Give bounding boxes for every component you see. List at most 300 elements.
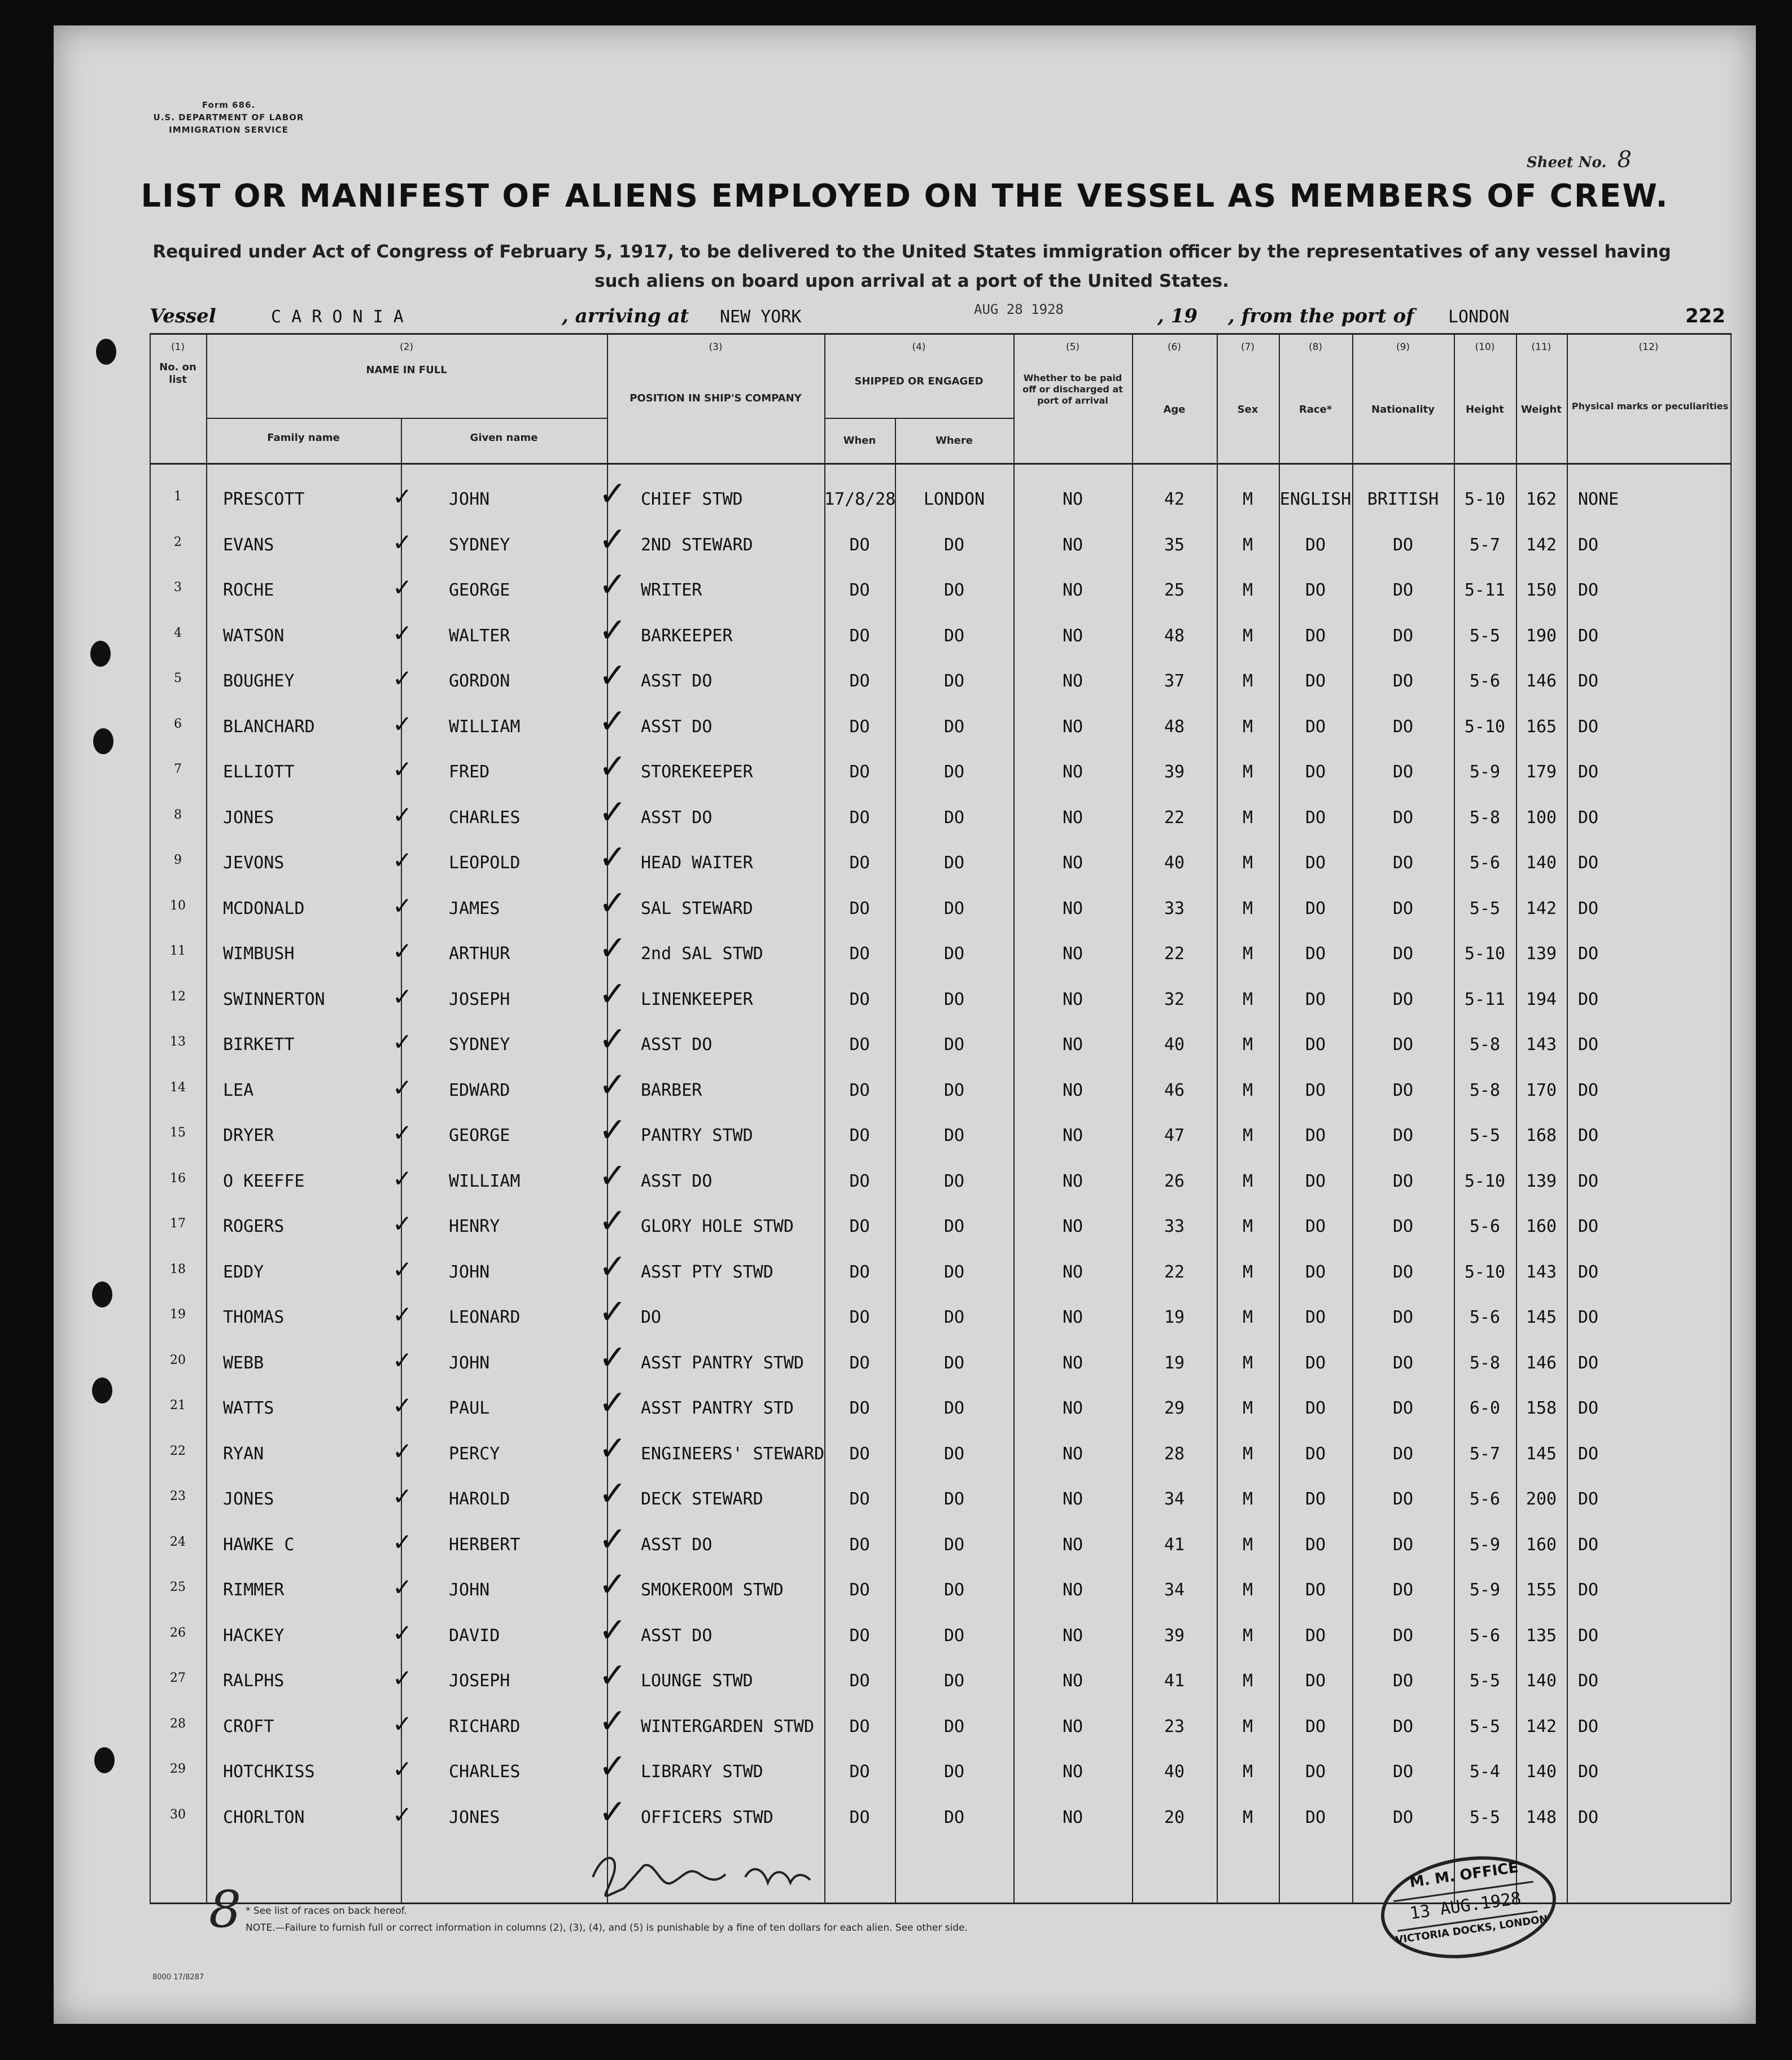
header-family-name: Family name bbox=[267, 432, 340, 444]
cell-age: 26 bbox=[1164, 1171, 1185, 1191]
signature bbox=[582, 1843, 819, 1905]
cell-height: 5-10 bbox=[1464, 944, 1506, 964]
cell-weight: 158 bbox=[1526, 1398, 1557, 1418]
cell-paid: NO bbox=[1062, 1035, 1083, 1055]
cell-given: WILLIAM bbox=[449, 716, 521, 737]
cell-when: DO bbox=[849, 1080, 870, 1100]
cell-family: MCDONALD bbox=[223, 898, 305, 919]
table-row bbox=[54, 883, 1756, 931]
cell-race: DO bbox=[1305, 1489, 1326, 1509]
table-row bbox=[54, 1065, 1756, 1113]
position-tick-icon: ✓ bbox=[598, 1247, 627, 1287]
cell-nat: DO bbox=[1392, 1580, 1414, 1600]
position-tick-icon: ✓ bbox=[598, 1747, 627, 1786]
cell-weight: 146 bbox=[1526, 1353, 1557, 1373]
cell-height: 5-9 bbox=[1469, 762, 1501, 782]
cell-nat: DO bbox=[1392, 626, 1414, 646]
table-row bbox=[54, 1022, 1756, 1068]
cell-no: 25 bbox=[170, 1580, 186, 1594]
cell-nat: DO bbox=[1392, 1444, 1414, 1464]
cell-given: JOHN bbox=[449, 1353, 490, 1373]
cell-weight: 135 bbox=[1526, 1625, 1557, 1646]
column-number: (7) bbox=[1240, 342, 1255, 353]
table-row bbox=[54, 1247, 1756, 1295]
cell-marks: DO bbox=[1578, 1762, 1599, 1782]
cell-weight: 143 bbox=[1526, 1035, 1557, 1055]
check-mark-icon: ✓ bbox=[392, 619, 413, 647]
table-row bbox=[54, 701, 1756, 750]
cell-when: DO bbox=[849, 1716, 870, 1737]
check-mark-icon: ✓ bbox=[392, 982, 413, 1011]
cell-position: WRITER bbox=[641, 580, 702, 600]
cell-height: 5-4 bbox=[1469, 1762, 1501, 1782]
cell-when: DO bbox=[849, 989, 870, 1009]
cell-where: DO bbox=[943, 1307, 965, 1327]
cell-no: 8 bbox=[174, 807, 182, 822]
cell-weight: 142 bbox=[1526, 1716, 1557, 1737]
cell-where: DO bbox=[943, 626, 965, 646]
cell-nat: DO bbox=[1392, 1035, 1414, 1055]
cell-height: 5-7 bbox=[1469, 535, 1501, 555]
cell-paid: NO bbox=[1062, 1716, 1083, 1737]
cell-weight: 140 bbox=[1526, 1762, 1557, 1782]
cell-where: DO bbox=[943, 1625, 965, 1646]
cell-height: 5-8 bbox=[1469, 1035, 1501, 1055]
cell-nat: DO bbox=[1392, 1171, 1414, 1191]
cell-weight: 150 bbox=[1526, 580, 1557, 600]
form-code: 8000 17/8287 bbox=[152, 1973, 204, 1982]
cell-where: DO bbox=[943, 1444, 965, 1464]
cell-where: DO bbox=[943, 807, 965, 828]
cell-no: 15 bbox=[170, 1126, 186, 1140]
cell-age: 28 bbox=[1164, 1444, 1185, 1464]
cell-height: 5-8 bbox=[1469, 1353, 1501, 1373]
table-row bbox=[54, 792, 1756, 841]
cell-height: 5-10 bbox=[1464, 489, 1506, 509]
position-tick-icon: ✓ bbox=[598, 1292, 627, 1332]
cell-weight: 170 bbox=[1526, 1080, 1557, 1100]
cell-weight: 155 bbox=[1526, 1580, 1557, 1600]
cell-when: DO bbox=[849, 1398, 870, 1418]
cell-paid: NO bbox=[1062, 1625, 1083, 1646]
check-mark-icon: ✓ bbox=[392, 664, 413, 692]
cell-marks: DO bbox=[1578, 716, 1599, 737]
header-when: When bbox=[843, 435, 876, 447]
sheet-number bbox=[1527, 147, 1632, 173]
cell-when: DO bbox=[849, 1534, 870, 1555]
cell-age: 34 bbox=[1164, 1580, 1185, 1600]
cell-nat: DO bbox=[1392, 716, 1414, 737]
table-row bbox=[54, 519, 1756, 568]
cell-paid: NO bbox=[1062, 1398, 1083, 1418]
cell-when: DO bbox=[849, 762, 870, 782]
cell-where: DO bbox=[943, 580, 965, 600]
cell-race: DO bbox=[1305, 853, 1326, 873]
cell-nat: DO bbox=[1392, 1307, 1414, 1327]
cell-no: 21 bbox=[170, 1398, 186, 1412]
cell-nat: DO bbox=[1392, 1126, 1414, 1145]
cell-position: ENGINEERS' STEWARD bbox=[641, 1444, 825, 1464]
cell-when: DO bbox=[849, 1625, 870, 1646]
cell-sex: M bbox=[1242, 1217, 1253, 1236]
header-race: Race* bbox=[1299, 404, 1332, 416]
cell-family: ROCHE bbox=[223, 580, 274, 600]
subheader-rule bbox=[206, 418, 607, 419]
date-stamp: AUG 28 1928 bbox=[974, 301, 1064, 317]
cell-family: ROGERS bbox=[223, 1217, 285, 1236]
column-number: (3) bbox=[709, 342, 723, 353]
check-mark-icon: ✓ bbox=[392, 1255, 413, 1283]
cell-marks: DO bbox=[1578, 1307, 1599, 1327]
cell-where: LONDON bbox=[923, 489, 985, 509]
cell-age: 46 bbox=[1164, 1080, 1185, 1100]
cell-sex: M bbox=[1242, 1444, 1253, 1464]
position-tick-icon: ✓ bbox=[598, 974, 627, 1014]
check-mark-icon: ✓ bbox=[392, 1709, 413, 1738]
cell-height: 5-10 bbox=[1464, 716, 1506, 737]
cell-where: DO bbox=[943, 1716, 965, 1737]
cell-no: 2 bbox=[174, 535, 182, 549]
cell-when: DO bbox=[849, 898, 870, 919]
cell-family: SWINNERTON bbox=[223, 989, 325, 1009]
cell-sex: M bbox=[1242, 1625, 1253, 1646]
cell-given: GORDON bbox=[449, 671, 510, 691]
cell-nat: DO bbox=[1392, 1716, 1414, 1737]
cell-given: ARTHUR bbox=[449, 944, 510, 964]
cell-weight: 165 bbox=[1526, 716, 1557, 737]
table-row bbox=[54, 1292, 1756, 1340]
cell-marks: DO bbox=[1578, 1489, 1599, 1509]
table-row bbox=[54, 1383, 1756, 1431]
cell-height: 5-8 bbox=[1469, 1080, 1501, 1100]
cell-given: HERBERT bbox=[449, 1534, 521, 1555]
stamp-top: M. M. OFFICE bbox=[1408, 1859, 1520, 1891]
cell-given: LEONARD bbox=[449, 1307, 521, 1327]
cell-position: 2ND STEWARD bbox=[641, 535, 753, 555]
cell-position: ASST DO bbox=[641, 1534, 713, 1555]
cell-marks: DO bbox=[1578, 1171, 1599, 1191]
arriving-label: , arriving at bbox=[562, 305, 689, 327]
cell-where: DO bbox=[943, 1080, 965, 1100]
cell-marks: DO bbox=[1578, 580, 1599, 600]
position-tick-icon: ✓ bbox=[598, 1065, 627, 1105]
cell-height: 5-5 bbox=[1469, 626, 1501, 646]
cell-when: DO bbox=[849, 1126, 870, 1145]
position-tick-icon: ✓ bbox=[598, 1156, 627, 1196]
cell-sex: M bbox=[1242, 1762, 1253, 1782]
cell-weight: 148 bbox=[1526, 1807, 1557, 1827]
check-mark-icon: ✓ bbox=[392, 1210, 413, 1237]
cell-family: WATTS bbox=[223, 1398, 274, 1418]
cell-sex: M bbox=[1242, 944, 1253, 964]
table-row bbox=[54, 1337, 1756, 1386]
cell-paid: NO bbox=[1062, 1444, 1083, 1464]
cell-nat: DO bbox=[1392, 671, 1414, 691]
cell-position: SMOKEROOM STWD bbox=[641, 1580, 784, 1600]
cell-no: 12 bbox=[170, 989, 186, 1004]
column-number: (5) bbox=[1065, 342, 1080, 353]
position-tick-icon: ✓ bbox=[598, 1383, 627, 1423]
cell-age: 41 bbox=[1164, 1671, 1185, 1691]
cell-when: DO bbox=[849, 580, 870, 600]
cell-paid: NO bbox=[1062, 671, 1083, 691]
cell-paid: NO bbox=[1062, 1353, 1083, 1373]
cell-paid: NO bbox=[1062, 1534, 1083, 1555]
cell-marks: DO bbox=[1578, 898, 1599, 919]
cell-nat: DO bbox=[1392, 580, 1414, 600]
cell-age: 35 bbox=[1164, 535, 1185, 555]
table-header-rule bbox=[150, 463, 1730, 465]
cell-height: 5-6 bbox=[1469, 671, 1501, 691]
cell-sex: M bbox=[1242, 989, 1253, 1009]
cell-height: 5-5 bbox=[1469, 898, 1501, 919]
check-mark-icon: ✓ bbox=[392, 710, 413, 738]
cell-where: DO bbox=[943, 716, 965, 737]
table-row bbox=[54, 1610, 1756, 1659]
cell-height: 5-10 bbox=[1464, 1262, 1506, 1282]
cell-where: DO bbox=[943, 1398, 965, 1418]
cell-where: DO bbox=[943, 1171, 965, 1191]
check-mark-icon: ✓ bbox=[392, 1164, 413, 1192]
cell-given: JOHN bbox=[449, 1580, 490, 1600]
cell-nat: DO bbox=[1392, 1262, 1414, 1282]
cell-family: RALPHS bbox=[223, 1671, 285, 1691]
cell-age: 29 bbox=[1164, 1398, 1185, 1418]
cell-nat: DO bbox=[1392, 1217, 1414, 1236]
cell-when: DO bbox=[849, 1262, 870, 1282]
cell-sex: M bbox=[1242, 1126, 1253, 1145]
cell-family: BOUGHEY bbox=[223, 671, 295, 691]
cell-family: BIRKETT bbox=[223, 1035, 295, 1055]
cell-no: 17 bbox=[170, 1217, 186, 1231]
cell-age: 41 bbox=[1164, 1534, 1185, 1555]
table-row bbox=[54, 565, 1756, 613]
cell-paid: NO bbox=[1062, 535, 1083, 555]
cell-race: DO bbox=[1305, 989, 1326, 1009]
column-number: (6) bbox=[1167, 342, 1182, 353]
cell-position: ASST PTY STWD bbox=[641, 1262, 773, 1282]
cell-no: 9 bbox=[174, 853, 182, 867]
cell-weight: 142 bbox=[1526, 535, 1557, 555]
cell-given: GEORGE bbox=[449, 1126, 510, 1145]
cell-race: DO bbox=[1305, 1716, 1326, 1737]
cell-weight: 139 bbox=[1526, 944, 1557, 964]
cell-family: JONES bbox=[223, 1489, 274, 1509]
cell-position: HEAD WAITER bbox=[641, 853, 753, 873]
cell-weight: 143 bbox=[1526, 1262, 1557, 1282]
cell-family: EVANS bbox=[223, 535, 274, 555]
check-mark-icon: ✓ bbox=[392, 1301, 413, 1328]
cell-height: 5-9 bbox=[1469, 1580, 1501, 1600]
cell-where: DO bbox=[943, 1217, 965, 1236]
cell-given: CHARLES bbox=[449, 807, 521, 828]
cell-paid: NO bbox=[1062, 1489, 1083, 1509]
cell-nat: DO bbox=[1392, 989, 1414, 1009]
cell-when: DO bbox=[849, 1035, 870, 1055]
cell-race: DO bbox=[1305, 580, 1326, 600]
cell-age: 33 bbox=[1164, 1217, 1185, 1236]
cell-paid: NO bbox=[1062, 1580, 1083, 1600]
cell-where: DO bbox=[943, 1807, 965, 1827]
column-number: (11) bbox=[1531, 342, 1551, 353]
cell-given: WILLIAM bbox=[449, 1171, 521, 1191]
cell-when: DO bbox=[849, 1489, 870, 1509]
position-tick-icon: ✓ bbox=[598, 1428, 627, 1468]
cell-sex: M bbox=[1242, 853, 1253, 873]
stamp-date: 13 AUG.1928 bbox=[1393, 1881, 1537, 1932]
table-row bbox=[54, 1110, 1756, 1158]
cell-sex: M bbox=[1242, 1080, 1253, 1100]
cell-no: 18 bbox=[170, 1262, 186, 1276]
cell-age: 40 bbox=[1164, 1035, 1185, 1055]
cell-race: DO bbox=[1305, 1580, 1326, 1600]
cell-where: DO bbox=[943, 1035, 965, 1055]
cell-height: 5-5 bbox=[1469, 1716, 1501, 1737]
cell-when: DO bbox=[849, 716, 870, 737]
cell-where: DO bbox=[943, 1489, 965, 1509]
cell-sex: M bbox=[1242, 535, 1253, 555]
table-row bbox=[54, 610, 1756, 659]
cell-sex: M bbox=[1242, 1398, 1253, 1418]
cell-no: 30 bbox=[170, 1807, 186, 1822]
cell-sex: M bbox=[1242, 1671, 1253, 1691]
cell-race: DO bbox=[1305, 1035, 1326, 1055]
cell-no: 20 bbox=[170, 1353, 186, 1367]
cell-family: BLANCHARD bbox=[223, 716, 315, 737]
cell-position: LIBRARY STWD bbox=[641, 1762, 763, 1782]
cell-given: SYDNEY bbox=[449, 535, 510, 555]
table-row bbox=[54, 838, 1756, 886]
cell-weight: 140 bbox=[1526, 1671, 1557, 1691]
cell-weight: 146 bbox=[1526, 671, 1557, 691]
cell-position: BARKEEPER bbox=[641, 626, 733, 646]
column-number: (10) bbox=[1475, 342, 1495, 353]
cell-nat: DO bbox=[1392, 898, 1414, 919]
form-header bbox=[121, 99, 336, 136]
cell-where: DO bbox=[943, 1762, 965, 1782]
cell-position: LINENKEEPER bbox=[641, 989, 753, 1009]
cell-given: FRED bbox=[449, 762, 490, 782]
cell-sex: M bbox=[1242, 671, 1253, 691]
cell-no: 23 bbox=[170, 1489, 186, 1503]
from-port: LONDON bbox=[1448, 307, 1510, 327]
check-mark-icon: ✓ bbox=[392, 891, 413, 920]
table-top-rule bbox=[150, 333, 1730, 335]
cell-family: JONES bbox=[223, 807, 274, 828]
cell-race: DO bbox=[1305, 671, 1326, 691]
cell-given: DAVID bbox=[449, 1625, 500, 1646]
cell-position: ASST DO bbox=[641, 671, 713, 691]
cell-age: 39 bbox=[1164, 762, 1185, 782]
position-tick-icon: ✓ bbox=[598, 656, 627, 696]
column-number: (8) bbox=[1308, 342, 1323, 353]
cell-race: DO bbox=[1305, 1262, 1326, 1282]
check-mark-icon: ✓ bbox=[392, 1664, 413, 1692]
cell-marks: DO bbox=[1578, 535, 1599, 555]
cell-weight: 139 bbox=[1526, 1171, 1557, 1191]
cell-given: PERCY bbox=[449, 1444, 500, 1464]
cell-no: 7 bbox=[174, 762, 182, 776]
cell-age: 37 bbox=[1164, 671, 1185, 691]
cell-where: DO bbox=[943, 671, 965, 691]
header-age: Age bbox=[1163, 404, 1186, 416]
cell-when: DO bbox=[849, 1580, 870, 1600]
cell-race: DO bbox=[1305, 626, 1326, 646]
cell-paid: NO bbox=[1062, 716, 1083, 737]
cell-weight: 140 bbox=[1526, 853, 1557, 873]
cell-paid: NO bbox=[1062, 853, 1083, 873]
cell-position: STOREKEEPER bbox=[641, 762, 753, 782]
cell-race: DO bbox=[1305, 1671, 1326, 1691]
cell-race: DO bbox=[1305, 1353, 1326, 1373]
cell-height: 5-11 bbox=[1464, 989, 1506, 1009]
cell-no: 1 bbox=[174, 489, 182, 504]
cell-when: DO bbox=[849, 671, 870, 691]
position-tick-icon: ✓ bbox=[598, 1610, 627, 1650]
check-mark-icon: ✓ bbox=[392, 1482, 413, 1510]
cell-age: 32 bbox=[1164, 989, 1185, 1009]
cell-given: LEOPOLD bbox=[449, 853, 521, 873]
cell-paid: NO bbox=[1062, 626, 1083, 646]
cell-paid: NO bbox=[1062, 1262, 1083, 1282]
arriving-port: NEW YORK bbox=[720, 307, 802, 327]
cell-marks: DO bbox=[1578, 807, 1599, 828]
cell-paid: NO bbox=[1062, 944, 1083, 964]
sheet-number-value: 8 bbox=[1617, 147, 1632, 173]
cell-when: DO bbox=[849, 1444, 870, 1464]
cell-sex: M bbox=[1242, 489, 1253, 509]
cell-age: 48 bbox=[1164, 626, 1185, 646]
cell-marks: DO bbox=[1578, 1035, 1599, 1055]
check-mark-icon: ✓ bbox=[392, 1437, 413, 1465]
cell-family: WIMBUSH bbox=[223, 944, 295, 964]
subheader-rule bbox=[824, 418, 1013, 419]
check-mark-icon: ✓ bbox=[392, 1119, 413, 1147]
cell-paid: NO bbox=[1062, 807, 1083, 828]
cell-marks: DO bbox=[1578, 989, 1599, 1009]
cell-paid: NO bbox=[1062, 1217, 1083, 1236]
cell-paid: NO bbox=[1062, 1762, 1083, 1782]
cell-race: DO bbox=[1305, 1307, 1326, 1327]
cell-sex: M bbox=[1242, 1171, 1253, 1191]
cell-height: 5-6 bbox=[1469, 1625, 1501, 1646]
cell-paid: NO bbox=[1062, 1671, 1083, 1691]
column-number: (12) bbox=[1638, 342, 1659, 353]
sheet-number-label: Sheet No. bbox=[1526, 154, 1607, 171]
cell-height: 5-9 bbox=[1469, 1534, 1501, 1555]
table-row bbox=[54, 1428, 1756, 1477]
cell-position: LOUNGE STWD bbox=[641, 1671, 753, 1691]
cell-family: DRYER bbox=[223, 1126, 274, 1145]
cell-when: DO bbox=[849, 1671, 870, 1691]
position-tick-icon: ✓ bbox=[598, 1201, 627, 1241]
check-mark-icon: ✓ bbox=[392, 1573, 413, 1601]
cell-height: 6-0 bbox=[1469, 1398, 1501, 1418]
cell-race: DO bbox=[1305, 807, 1326, 828]
cell-paid: NO bbox=[1062, 1307, 1083, 1327]
cell-marks: DO bbox=[1578, 1716, 1599, 1737]
cell-paid: NO bbox=[1062, 489, 1083, 509]
cell-given: JOHN bbox=[449, 1262, 490, 1282]
cell-marks: DO bbox=[1578, 1353, 1599, 1373]
cell-marks: NONE bbox=[1578, 489, 1619, 509]
cell-paid: NO bbox=[1062, 1080, 1083, 1100]
cell-age: 40 bbox=[1164, 1762, 1185, 1782]
cell-family: EDDY bbox=[223, 1262, 264, 1282]
position-tick-icon: ✓ bbox=[598, 701, 627, 741]
cell-no: 5 bbox=[174, 671, 182, 685]
cell-age: 39 bbox=[1164, 1625, 1185, 1646]
